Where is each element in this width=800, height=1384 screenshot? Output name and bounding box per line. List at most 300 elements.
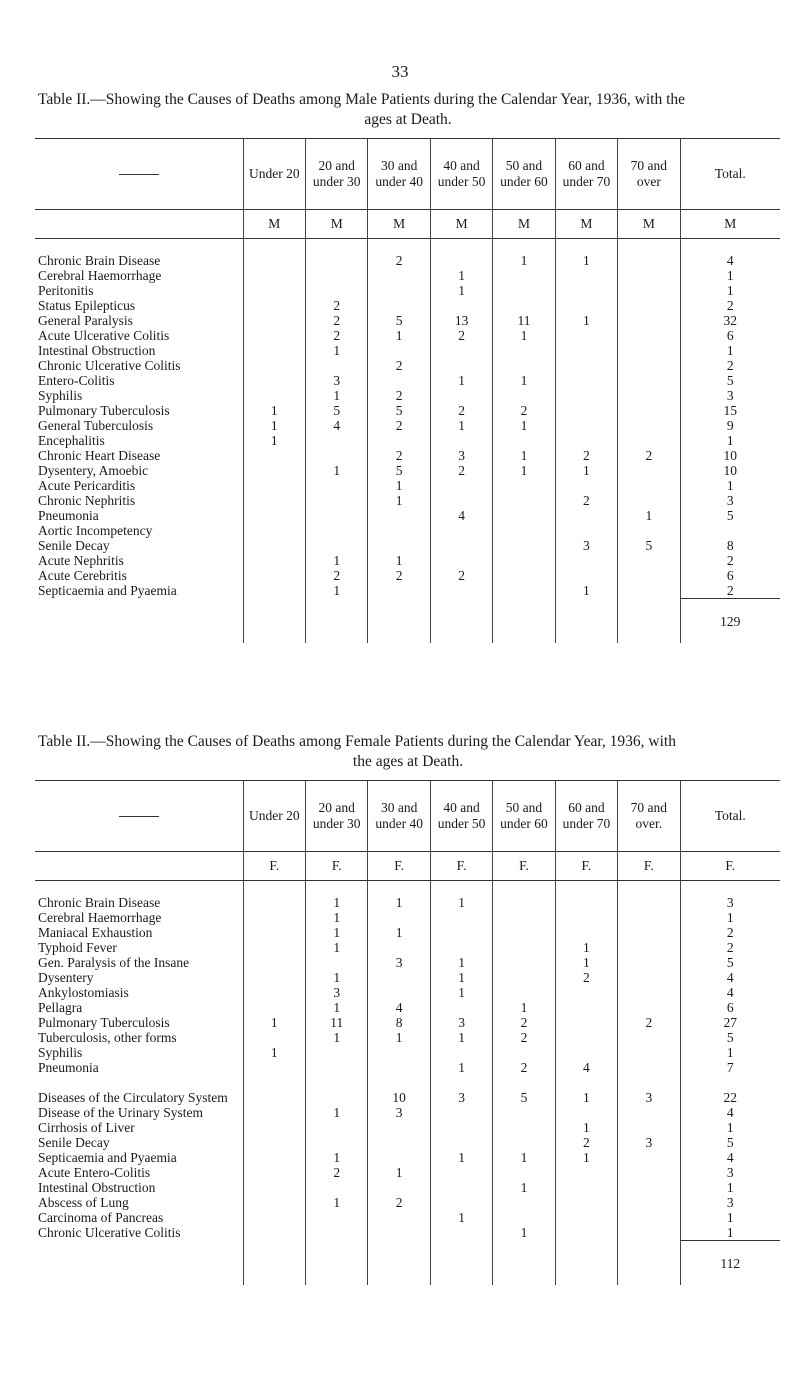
cause-label: Encephalitis xyxy=(38,433,105,448)
cause-label: Acute Entero-Colitis xyxy=(38,1165,151,1180)
death-count xyxy=(306,493,368,508)
female-header-age: 30 and under 40 xyxy=(368,781,430,852)
row-total: 1 xyxy=(680,1225,780,1241)
death-count xyxy=(430,1000,492,1015)
death-count: 5 xyxy=(306,403,368,418)
grand-total-row xyxy=(35,1241,780,1286)
female-sex-label: F. xyxy=(618,852,680,881)
death-count xyxy=(618,1225,680,1241)
death-count: 2 xyxy=(306,313,368,328)
death-count xyxy=(430,1165,492,1180)
death-count xyxy=(243,508,305,523)
death-count xyxy=(306,1045,368,1060)
death-count: 2 xyxy=(306,568,368,583)
death-count: 1 xyxy=(493,1180,555,1195)
death-count xyxy=(368,1045,430,1060)
death-count: 1 xyxy=(430,1210,492,1225)
death-count xyxy=(306,508,368,523)
male-caption-line2: ages at Death. xyxy=(364,111,452,128)
death-count: 1 xyxy=(493,328,555,343)
death-count: 3 xyxy=(306,985,368,1000)
table-row xyxy=(35,583,780,599)
male-sex-row xyxy=(35,210,780,239)
death-count: 1 xyxy=(368,1165,430,1180)
death-count: 2 xyxy=(306,298,368,313)
grand-total: 112 xyxy=(680,1241,780,1286)
death-count: 2 xyxy=(368,358,430,373)
row-total: 32 xyxy=(680,313,780,328)
cause-label: Intestinal Obstruction xyxy=(38,343,156,358)
death-count: 1 xyxy=(306,583,368,599)
death-count: 1 xyxy=(243,418,305,433)
death-count xyxy=(618,940,680,955)
death-count: 2 xyxy=(368,253,430,268)
death-count xyxy=(493,583,555,599)
death-count xyxy=(618,268,680,283)
death-count xyxy=(368,298,430,313)
death-count xyxy=(493,1195,555,1210)
male-sex-label: M xyxy=(618,210,680,239)
death-count xyxy=(368,1135,430,1150)
death-count xyxy=(618,403,680,418)
death-count xyxy=(306,1075,368,1105)
death-count: 1 xyxy=(493,373,555,388)
death-count: 1 xyxy=(306,343,368,358)
death-count xyxy=(618,1180,680,1195)
death-count xyxy=(555,358,617,373)
table-row xyxy=(35,328,780,343)
death-count: 11 xyxy=(306,1015,368,1030)
death-count xyxy=(618,910,680,925)
death-count xyxy=(430,583,492,599)
death-count xyxy=(243,1210,305,1225)
death-count xyxy=(243,910,305,925)
table-row xyxy=(35,1195,780,1210)
cause-label: Senile Decay xyxy=(38,538,110,553)
death-count: 2 xyxy=(618,448,680,463)
cause-label: Status Epilepticus xyxy=(38,298,136,313)
cause-label: Dysentery, Amoebic xyxy=(38,463,149,478)
death-count xyxy=(368,343,430,358)
death-count xyxy=(430,910,492,925)
death-count xyxy=(618,1000,680,1015)
death-count xyxy=(493,343,555,358)
male-sex-label: M xyxy=(680,210,780,239)
death-count xyxy=(368,1120,430,1135)
death-count: 1 xyxy=(555,463,617,478)
death-count: 3 xyxy=(618,1135,680,1150)
female-sex-label: F. xyxy=(430,852,492,881)
female-header-age: 20 and under 30 xyxy=(306,781,368,852)
death-count xyxy=(493,1210,555,1225)
death-count xyxy=(430,940,492,955)
table-row xyxy=(35,568,780,583)
death-count: 1 xyxy=(243,1045,305,1060)
death-count: 1 xyxy=(368,925,430,940)
death-count xyxy=(430,1180,492,1195)
cause-label: Syphilis xyxy=(38,1045,83,1060)
row-total: 4 xyxy=(680,970,780,985)
death-count xyxy=(618,955,680,970)
death-count xyxy=(430,493,492,508)
cause-label: Acute Cerebritis xyxy=(38,568,127,583)
table-row xyxy=(35,1075,780,1105)
cause-label: Pulmonary Tuberculosis xyxy=(38,1015,170,1030)
death-count xyxy=(493,1165,555,1180)
cause-label: Pneumonia xyxy=(38,1060,99,1075)
death-count xyxy=(243,1060,305,1075)
death-count: 2 xyxy=(368,418,430,433)
death-count: 1 xyxy=(306,925,368,940)
death-count xyxy=(555,925,617,940)
death-count xyxy=(555,523,617,538)
death-count xyxy=(618,478,680,493)
death-count xyxy=(243,523,305,538)
death-count xyxy=(243,253,305,268)
row-total: 1 xyxy=(680,1180,780,1195)
death-count: 1 xyxy=(430,418,492,433)
death-count xyxy=(618,1150,680,1165)
cause-label: Chronic Heart Disease xyxy=(38,448,161,463)
death-count xyxy=(368,373,430,388)
death-count xyxy=(493,493,555,508)
death-count xyxy=(618,463,680,478)
death-count: 1 xyxy=(430,1060,492,1075)
death-count xyxy=(618,1045,680,1060)
death-count xyxy=(243,1075,305,1105)
death-count xyxy=(555,1225,617,1241)
row-total: 8 xyxy=(680,538,780,553)
death-count xyxy=(618,568,680,583)
male-sex-label: M xyxy=(493,210,555,239)
death-count xyxy=(555,1030,617,1045)
death-count xyxy=(618,298,680,313)
grand-total: 129 xyxy=(680,599,780,644)
death-count: 1 xyxy=(430,373,492,388)
death-count xyxy=(243,313,305,328)
death-count: 2 xyxy=(555,970,617,985)
death-count xyxy=(243,538,305,553)
death-count xyxy=(368,283,430,298)
death-count xyxy=(555,433,617,448)
table-row xyxy=(35,940,780,955)
death-count xyxy=(243,328,305,343)
death-count xyxy=(243,1120,305,1135)
cause-label: Gen. Paralysis of the Insane xyxy=(38,955,190,970)
table-row xyxy=(35,523,780,538)
death-count: 1 xyxy=(306,1000,368,1015)
table-row xyxy=(35,538,780,553)
death-count xyxy=(493,553,555,568)
cause-label: Maniacal Exhaustion xyxy=(38,925,153,940)
death-count xyxy=(555,268,617,283)
death-count xyxy=(243,568,305,583)
row-total: 6 xyxy=(680,568,780,583)
table-row xyxy=(35,268,780,283)
death-count xyxy=(555,388,617,403)
male-sex-label: M xyxy=(243,210,305,239)
death-count xyxy=(430,1225,492,1241)
death-count xyxy=(243,1180,305,1195)
female-sex-label: F. xyxy=(243,852,305,881)
death-count xyxy=(555,508,617,523)
table-row xyxy=(35,553,780,568)
table-row xyxy=(35,373,780,388)
death-count xyxy=(243,358,305,373)
death-count: 1 xyxy=(555,955,617,970)
death-count xyxy=(243,1165,305,1180)
death-count: 1 xyxy=(430,985,492,1000)
cause-label: Carcinoma of Pancreas xyxy=(38,1210,164,1225)
death-count: 2 xyxy=(430,328,492,343)
table-row xyxy=(35,418,780,433)
death-count xyxy=(306,358,368,373)
cause-label: Septicaemia and Pyaemia xyxy=(38,1150,177,1165)
death-count xyxy=(368,1060,430,1075)
death-count xyxy=(306,1225,368,1241)
male-caption-line1: Table II.—Showing the Causes of Deaths among Male Patients during the Calendar Year, 1936, with the xyxy=(38,91,686,108)
male-header-age: Under 20 xyxy=(243,139,305,210)
cause-label: Peritonitis xyxy=(38,283,94,298)
death-count xyxy=(430,1045,492,1060)
death-count xyxy=(243,283,305,298)
row-total: 22 xyxy=(680,1075,780,1105)
male-header-age: 30 and under 40 xyxy=(368,139,430,210)
table-row xyxy=(35,1120,780,1135)
death-count xyxy=(430,253,492,268)
death-count xyxy=(555,343,617,358)
death-count xyxy=(493,478,555,493)
death-count: 1 xyxy=(306,940,368,955)
cause-label: Chronic Brain Disease xyxy=(38,895,161,910)
death-count: 3 xyxy=(555,538,617,553)
death-count: 1 xyxy=(243,433,305,448)
death-count xyxy=(618,523,680,538)
female-deaths-table xyxy=(35,780,780,1285)
row-total: 2 xyxy=(680,925,780,940)
death-count xyxy=(368,538,430,553)
row-total: 1 xyxy=(680,343,780,358)
table-row xyxy=(35,1135,780,1150)
death-count xyxy=(243,1105,305,1120)
death-count xyxy=(243,343,305,358)
female-sex-label: F. xyxy=(368,852,430,881)
cause-label: Entero-Colitis xyxy=(38,373,115,388)
row-total: 4 xyxy=(680,985,780,1000)
death-count xyxy=(243,1225,305,1241)
death-count xyxy=(368,523,430,538)
cause-label: Chronic Ulcerative Colitis xyxy=(38,358,181,373)
death-count xyxy=(306,1180,368,1195)
death-count: 1 xyxy=(555,940,617,955)
death-count: 1 xyxy=(493,1150,555,1165)
death-count xyxy=(493,508,555,523)
table-row xyxy=(35,910,780,925)
table-row xyxy=(35,1030,780,1045)
row-total: 6 xyxy=(680,328,780,343)
death-count xyxy=(493,970,555,985)
female-header-total: Total. xyxy=(680,781,780,852)
table-row xyxy=(35,1105,780,1120)
death-count xyxy=(555,1015,617,1030)
cause-label: Abscess of Lung xyxy=(38,1195,129,1210)
death-count: 2 xyxy=(368,388,430,403)
death-count: 5 xyxy=(368,463,430,478)
death-count: 1 xyxy=(306,1105,368,1120)
table-row xyxy=(35,343,780,358)
death-count xyxy=(243,925,305,940)
death-count xyxy=(368,1225,430,1241)
death-count: 2 xyxy=(368,568,430,583)
death-count xyxy=(243,373,305,388)
death-count xyxy=(618,583,680,599)
death-count xyxy=(618,358,680,373)
death-count xyxy=(618,313,680,328)
cause-label: Pneumonia xyxy=(38,508,99,523)
death-count xyxy=(493,358,555,373)
death-count: 2 xyxy=(555,1135,617,1150)
death-count xyxy=(243,478,305,493)
cause-label: Pulmonary Tuberculosis xyxy=(38,403,170,418)
row-total: 3 xyxy=(680,1195,780,1210)
table-row xyxy=(35,1180,780,1195)
female-sex-row xyxy=(35,852,780,881)
death-count: 1 xyxy=(368,895,430,910)
death-count: 1 xyxy=(368,478,430,493)
table-row xyxy=(35,1210,780,1225)
death-count xyxy=(243,1030,305,1045)
table-row xyxy=(35,1165,780,1180)
cause-label: Syphilis xyxy=(38,388,83,403)
cause-label: Ankylostomiasis xyxy=(38,985,129,1000)
death-count xyxy=(555,568,617,583)
female-header-row xyxy=(35,781,780,852)
death-count xyxy=(430,925,492,940)
death-count xyxy=(243,553,305,568)
death-count xyxy=(555,910,617,925)
row-total: 10 xyxy=(680,463,780,478)
death-count: 1 xyxy=(493,1000,555,1015)
death-count: 3 xyxy=(306,373,368,388)
death-count xyxy=(243,940,305,955)
death-count: 5 xyxy=(493,1075,555,1105)
cause-label: Tuberculosis, other forms xyxy=(38,1030,177,1045)
death-count xyxy=(306,538,368,553)
row-total: 3 xyxy=(680,388,780,403)
death-count xyxy=(430,523,492,538)
cause-label: Acute Nephritis xyxy=(38,553,124,568)
death-count xyxy=(618,253,680,268)
death-count: 1 xyxy=(618,508,680,523)
grand-total-row xyxy=(35,599,780,644)
male-header-age: 60 and under 70 xyxy=(555,139,617,210)
death-count xyxy=(493,283,555,298)
death-count xyxy=(243,388,305,403)
death-count: 4 xyxy=(555,1060,617,1075)
death-count: 4 xyxy=(306,418,368,433)
death-count xyxy=(430,538,492,553)
death-count xyxy=(243,1150,305,1165)
death-count xyxy=(618,925,680,940)
death-count xyxy=(368,583,430,599)
male-header-age: 40 and under 50 xyxy=(430,139,492,210)
cause-label: Chronic Nephritis xyxy=(38,493,136,508)
male-table-caption xyxy=(38,90,778,130)
death-count: 2 xyxy=(306,1165,368,1180)
death-count xyxy=(243,1000,305,1015)
death-count xyxy=(555,1210,617,1225)
death-count xyxy=(555,403,617,418)
death-count xyxy=(555,373,617,388)
female-header-age: 50 and under 60 xyxy=(493,781,555,852)
cause-label: Disease of the Urinary System xyxy=(38,1105,203,1120)
death-count xyxy=(306,448,368,463)
death-count xyxy=(555,478,617,493)
death-count xyxy=(306,478,368,493)
death-count: 5 xyxy=(618,538,680,553)
row-total: 3 xyxy=(680,493,780,508)
death-count xyxy=(555,1180,617,1195)
death-count xyxy=(555,895,617,910)
death-count xyxy=(430,478,492,493)
table-row xyxy=(35,433,780,448)
death-count xyxy=(618,1105,680,1120)
table-row xyxy=(35,970,780,985)
death-count xyxy=(555,418,617,433)
male-sex-label: M xyxy=(555,210,617,239)
death-count xyxy=(243,970,305,985)
row-total: 10 xyxy=(680,448,780,463)
row-total: 1 xyxy=(680,268,780,283)
death-count xyxy=(368,970,430,985)
female-sex-label: F. xyxy=(306,852,368,881)
death-count: 1 xyxy=(555,1150,617,1165)
female-table-caption xyxy=(38,732,778,772)
row-total: 2 xyxy=(680,358,780,373)
row-total: 2 xyxy=(680,298,780,313)
cause-label: Cirrhosis of Liver xyxy=(38,1120,135,1135)
table-row xyxy=(35,253,780,268)
death-count xyxy=(493,1135,555,1150)
table-row xyxy=(35,508,780,523)
row-total: 3 xyxy=(680,1165,780,1180)
death-count xyxy=(493,298,555,313)
table-row xyxy=(35,478,780,493)
female-caption-line1: Table II.—Showing the Causes of Deaths among Female Patients during the Calendar Year, 1936, with xyxy=(38,733,676,750)
death-count: 1 xyxy=(306,910,368,925)
death-count: 1 xyxy=(430,970,492,985)
death-count xyxy=(618,895,680,910)
death-count: 1 xyxy=(555,1120,617,1135)
death-count xyxy=(243,1135,305,1150)
death-count xyxy=(555,1000,617,1015)
death-count: 2 xyxy=(493,1015,555,1030)
row-total: 4 xyxy=(680,1150,780,1165)
row-total: 6 xyxy=(680,1000,780,1015)
death-count: 1 xyxy=(493,448,555,463)
cause-label: Diseases of the Circulatory System xyxy=(38,1090,228,1105)
death-count: 1 xyxy=(368,1030,430,1045)
male-deaths-table xyxy=(35,138,780,643)
table-row xyxy=(35,925,780,940)
male-header-age: 20 and under 30 xyxy=(306,139,368,210)
death-count xyxy=(243,895,305,910)
death-count xyxy=(430,358,492,373)
row-total: 2 xyxy=(680,553,780,568)
death-count: 1 xyxy=(306,1150,368,1165)
cause-label: Acute Pericarditis xyxy=(38,478,136,493)
table-row xyxy=(35,358,780,373)
